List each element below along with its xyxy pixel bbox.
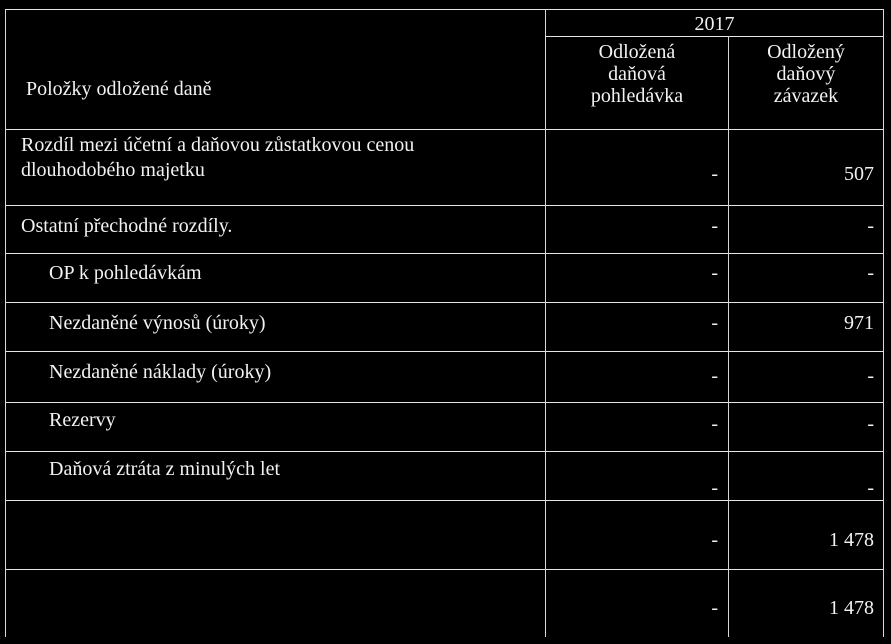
row-label: Ostatní přechodné rozdíly. — [21, 215, 233, 237]
row-label: Nezdaněné náklady (úroky) — [49, 361, 272, 383]
row-liability-value: 507 — [844, 163, 874, 185]
row-asset-value: - — [711, 413, 718, 435]
row-asset-value: - — [711, 312, 718, 334]
row-label: Daňová ztráta z minulých let — [49, 458, 281, 480]
table-rule-row2 — [5, 253, 884, 254]
row-liability-value: - — [867, 477, 874, 499]
table-rule-left — [5, 9, 6, 637]
row-liability-value: - — [867, 413, 874, 435]
row-liability-value: - — [867, 215, 874, 237]
table-rule-row7 — [5, 500, 884, 501]
row-label: Nezdaněné výnosů (úroky) — [49, 312, 266, 334]
row-liability-value: - — [867, 262, 874, 284]
table-rule-row5 — [5, 402, 884, 403]
row-asset-value: - — [711, 365, 718, 387]
table-rule-header — [5, 129, 884, 130]
table-rule-row4 — [5, 351, 884, 352]
row-asset-value: - — [711, 529, 718, 551]
table-rule-top — [5, 9, 884, 10]
row-asset-value: - — [711, 477, 718, 499]
deferred-tax-table — [5, 9, 884, 637]
row-label: Rezervy — [49, 409, 116, 431]
row-label: OP k pohledávkám — [49, 262, 202, 284]
table-rule-row1 — [5, 205, 884, 206]
row-liability-value: 971 — [844, 312, 874, 334]
year-heading: 2017 — [694, 13, 735, 35]
row-liability-value: 1 478 — [829, 597, 874, 619]
row-liability-value: 1 478 — [829, 529, 874, 551]
item-column-heading: Položky odložené daně — [26, 78, 212, 100]
row-label: Rozdíl mezi účetní a daňovou zůstatkovou cenou — [21, 134, 415, 156]
table-rule-right — [883, 9, 884, 637]
row-label: dlouhodobého majetku — [21, 159, 205, 181]
table-rule-year — [545, 36, 884, 37]
row-asset-value: - — [711, 597, 718, 619]
table-rule-row6 — [5, 451, 884, 452]
row-asset-value: - — [711, 215, 718, 237]
liability-column-heading: Odložený daňový závazek — [767, 41, 845, 107]
row-liability-value: - — [867, 365, 874, 387]
table-rule-row8 — [5, 569, 884, 570]
asset-column-heading: Odložená daňová pohledávka — [590, 41, 684, 107]
table-rule-row3 — [5, 302, 884, 303]
row-asset-value: - — [711, 163, 718, 185]
row-asset-value: - — [711, 262, 718, 284]
